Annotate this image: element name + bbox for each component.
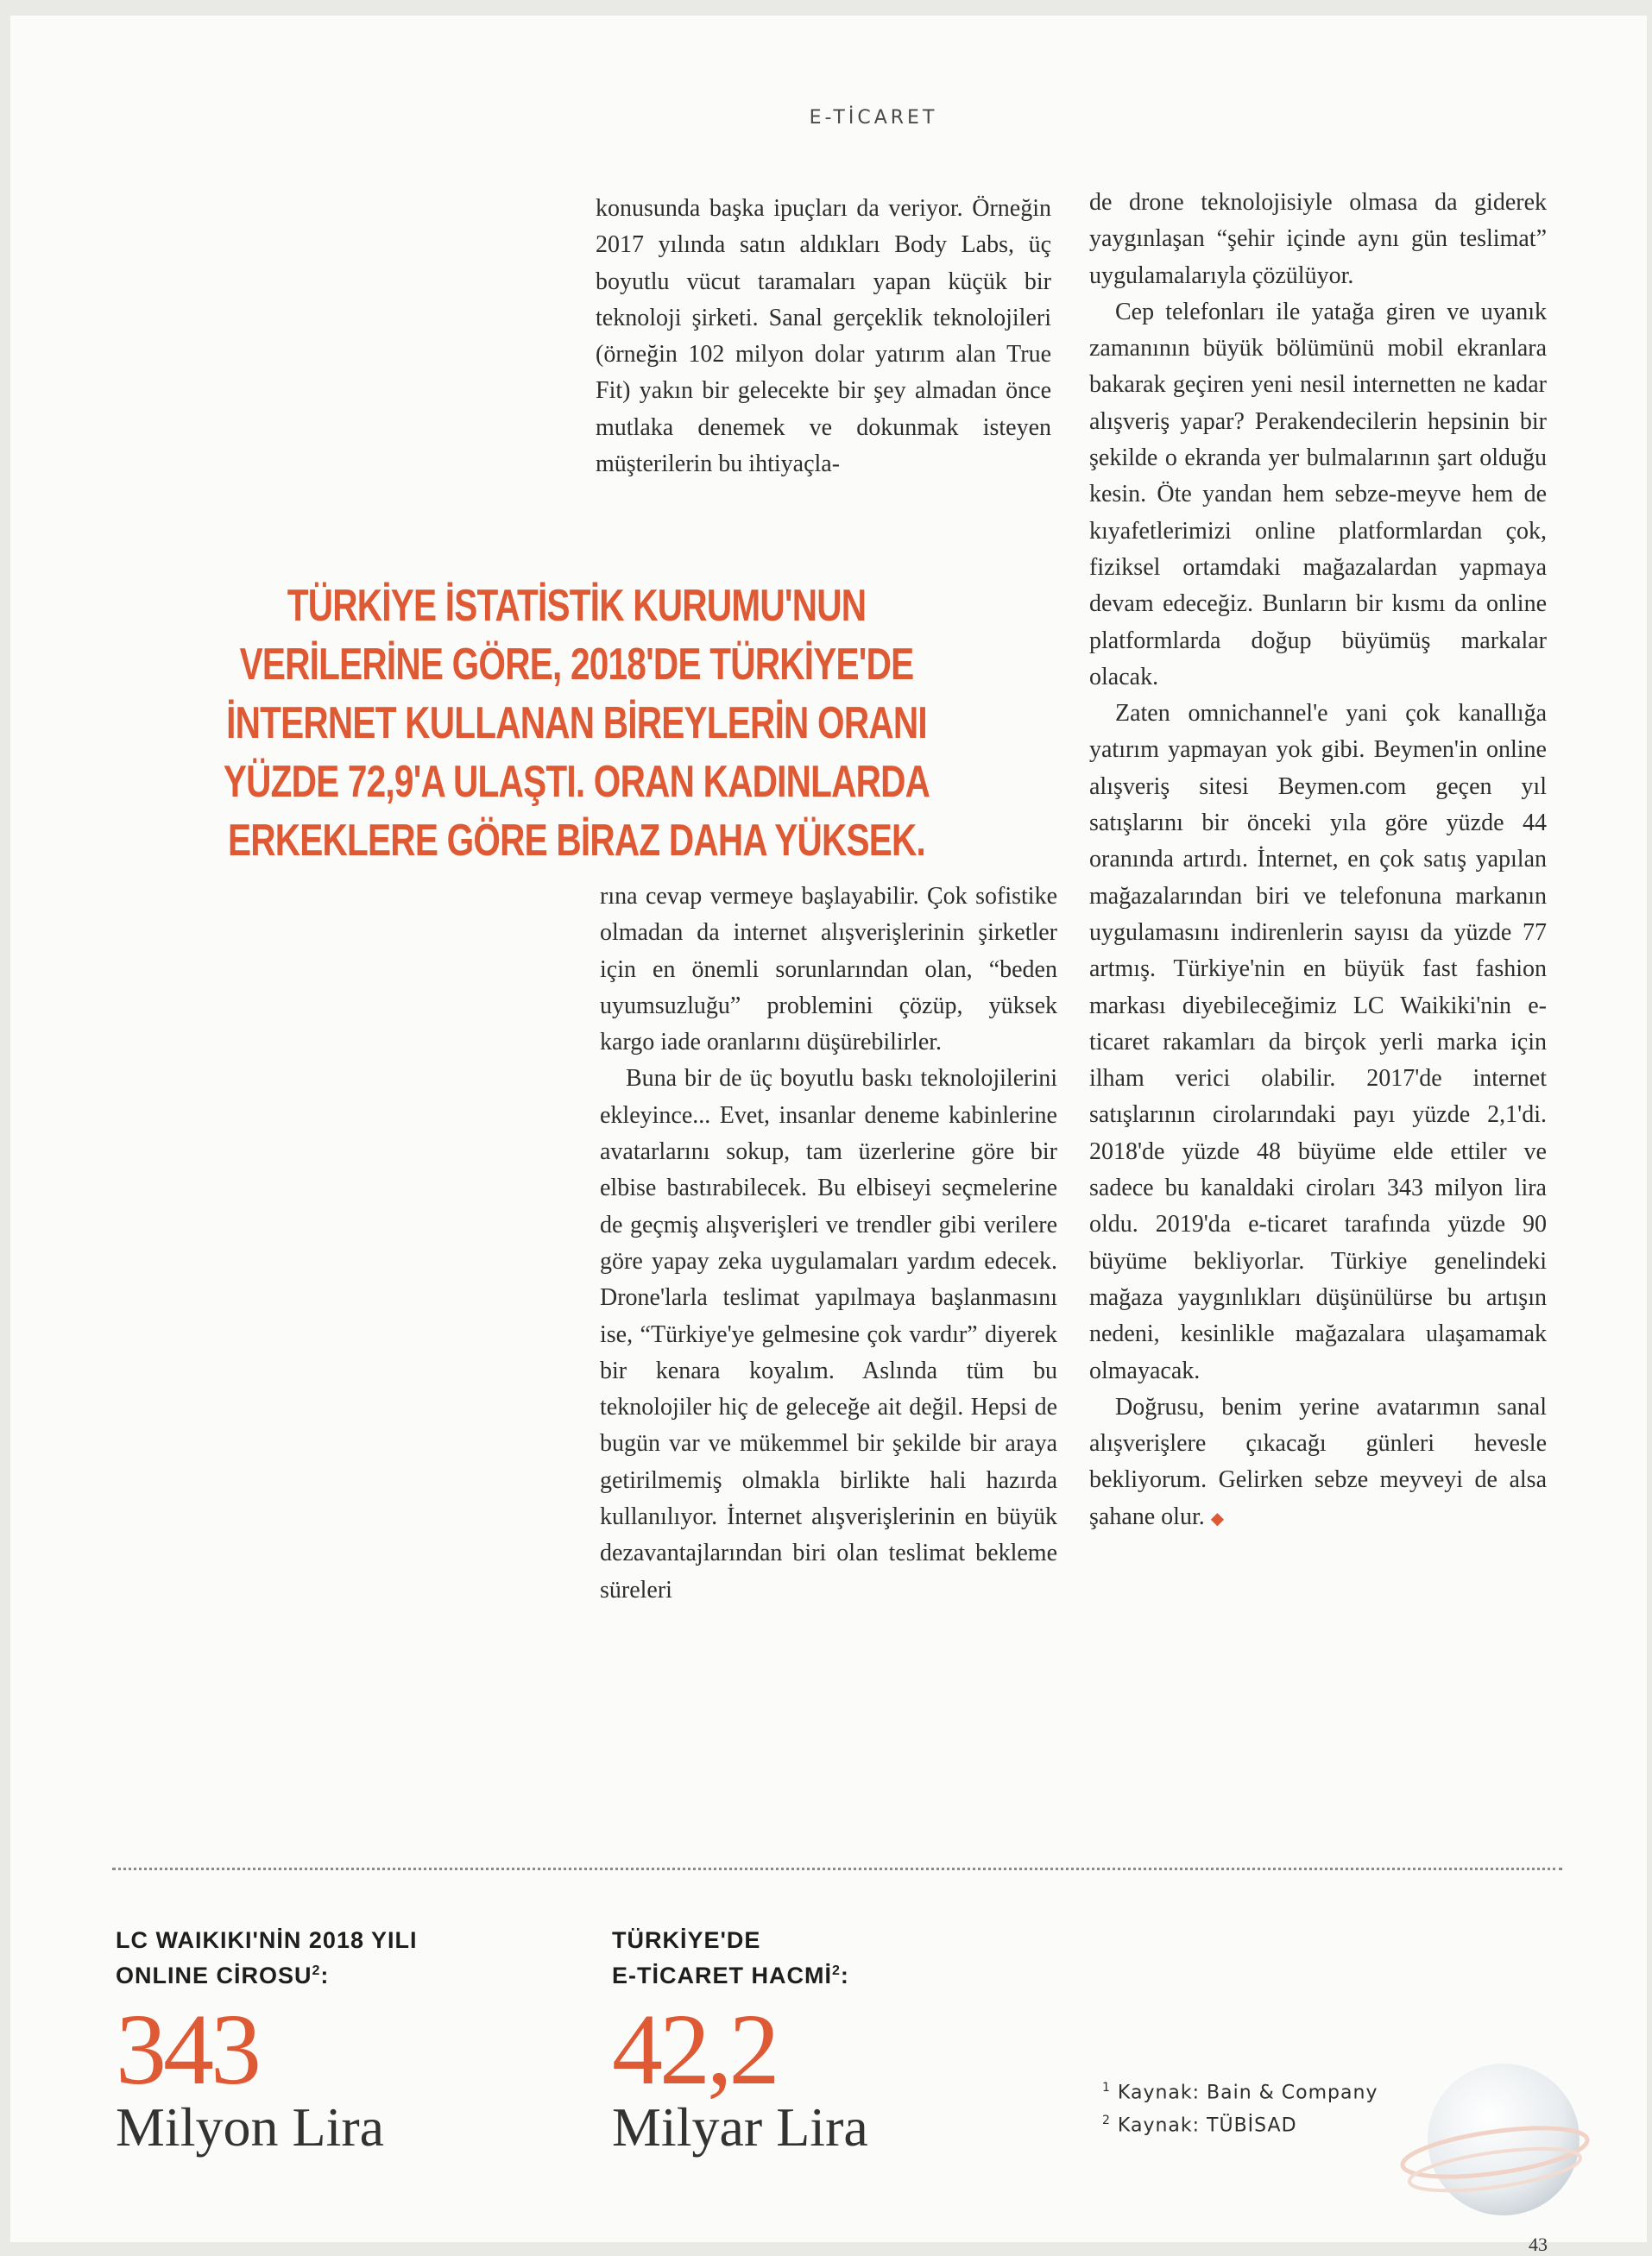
paragraph: rına cevap vermeye başlayabilir. Çok sofistike olmadan da internet alışverişlerinin şirketler için en önemli sorunlarından olan, “beden uyumsuzluğu” problemini çözüp, yüksek kargo iade oranlarını düşürebilirler. (600, 883, 1057, 1056)
article-column-middle-top (596, 191, 1051, 482)
pull-quote: TÜRKİYE İSTATİSTİK KURUMU'NUN VERİLERİNE GÖRE, 2018'DE TÜRKİYE'DE İNTERNET KULLANAN BİREYLERİN ORANI YÜZDE 72,9'A ULAŞTI. ORAN KADINLARDA ERKEKLERE GÖRE BİRAZ DAHA YÜKSEK. (223, 581, 930, 866)
dotted-divider (112, 1868, 1562, 1870)
source-notes (1102, 2074, 1378, 2140)
stat-value: 343 (116, 1993, 258, 2106)
paragraph: Buna bir de üç boyutlu baskı teknolojilerini ekleyince... Evet, insanlar deneme kabinlerine avatarlarını sokup, tam üzerlerine göre bir elbise bastırabilecek. Bu elbiseyi seçmelerine de geçmiş alışverişleri ve trendler gibi verilere göre yapay zeka uygulamaları yardım edecek. Drone'larla teslimat yapılmaya başlanmasını ise, “Türkiye'ye gelmesine çok vardır” diyerek bir kenara koyalım. Aslında tüm bu teknolojiler hiç de geleceğe ait değil. Hepsi de bugün var ve mükemmel bir şekilde bir araya getirilmemiş olmakla birlikte hali hazırda kullanılıyor. İnternet alışverişlerinin en büyük dezavantajlarından biri olan teslimat bekleme süreleri (600, 1065, 1057, 1604)
end-mark-icon: ◆ (1210, 1509, 1225, 1528)
footnote-ref: 2 (831, 1963, 841, 1978)
stat-ecommerce-volume (612, 1925, 868, 2158)
article-column-middle-bottom (600, 879, 1057, 1609)
stat-lcw-revenue (116, 1925, 418, 2158)
stat-label (612, 1925, 868, 1991)
article-column-right (1089, 185, 1547, 1537)
stat-label-line1: LC WAIKIKI'NİN 2018 YILI (116, 1927, 418, 1953)
stat-label-line2: ONLINE CİROSU (116, 1963, 312, 1988)
paragraph-last (1089, 1390, 1547, 1537)
page-number: 43 (1529, 2234, 1548, 2255)
stat-label-line1: TÜRKİYE'DE (612, 1927, 761, 1953)
stat-label-suffix: : (320, 1963, 330, 1988)
paragraph-text: Doğrusu, benim yerine avatarımın sanal alışverişlere çıkacağı günleri hevesle bekliyorum. Gelirken sebze meyveyi de alsa şahane olur. (1089, 1393, 1547, 1530)
stat-label (116, 1925, 418, 1991)
stat-value: 42,2 (612, 1993, 777, 2106)
magazine-page (10, 16, 1647, 2255)
paragraph: Cep telefonları ile yatağa giren ve uyanık zamanının büyük bölümünü mobil ekranlara bakarak geçiren yeni nesil internetten ne kadar alışveriş yapar? Perakendecilerin hepsinin bir şekilde o ekranda yer bulmalarının şart olduğu kesin. Öte yandan hem sebze-meyve hem de kıyafetlerimizi online platformlardan çok, fiziksel ortamdaki mağazalardan yapmaya devam edeceğiz. Bunların bir kısmı da online platformlarda doğup büyümüş markalar olacak. (1089, 298, 1547, 690)
planet-sticker-icon (1400, 2057, 1590, 2230)
source-note: $^2$ Kaynak: TÜBİSAD (1102, 2114, 1297, 2137)
paragraph: Zaten omnichannel'e yani çok kanallığa yatırım yapmayan yok gibi. Beymen'in online alışveriş sitesi Beymen.com geçen yıl satışlarını bir önceki yıla göre yüzde 44 oranında artırdı. İnternet, en çok satış yapılan mağazalarından biri ve telefonuna markanın uygulamasını indirenlerin sayısı da yüzde 77 artmış. Türkiye'nin en büyük fast fashion markası diyebileceğimiz LC Waikiki'nin e-ticaret rakamları da birçok yerli marka için ilham verici olabilir. 2017'de internet satışlarının cirolarındaki payı yüzde 2,1'di. 2018'de yüzde 48 büyüme elde ettiler ve sadece bu kanaldaki ciroları 343 milyon lira oldu. 2019'da e-ticaret tarafında yüzde 90 büyüme bekliyorlar. Türkiye genelindeki mağaza yaygınlıkları düşünülürse bu artışın nedeni, kesinlikle mağazalara ulaşamamak olmayacak. (1089, 700, 1547, 1384)
stat-unit: Milyon Lira (116, 2096, 385, 2158)
source-note: $^1$ Kaynak: Bain & Company (1102, 2081, 1378, 2104)
footnote-ref: 2 (312, 1963, 321, 1978)
paragraph: de drone teknolojisiyle olmasa da giderek yaygınlaşan “şehir içinde aynı gün teslimat” uygulamalarıyla çözülüyor. (1089, 189, 1547, 289)
stat-label-suffix: : (840, 1963, 849, 1988)
stat-label-line2: E-TİCARET HACMİ (612, 1963, 832, 1988)
section-label: E-TİCARET (809, 107, 938, 129)
stat-unit: Milyar Lira (612, 2096, 868, 2158)
paragraph: konusunda başka ipuçları da veriyor. Örneğin 2017 yılında satın aldıkları Body Labs, üç boyutlu vücut taramaları yapan küçük bir teknoloji şirketi. Sanal gerçeklik teknolojileri (örneğin 102 milyon dolar yatırım alan True Fit) yakın bir gelecekte bir şey almadan önce mutlaka denemek ve dokunmak isteyen müşterilerin bu ihtiyaçla- (596, 195, 1051, 478)
